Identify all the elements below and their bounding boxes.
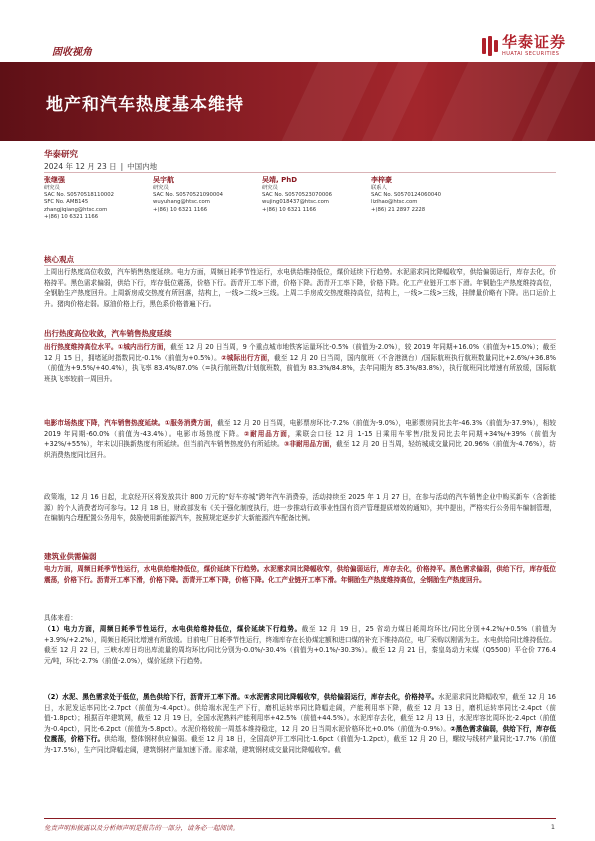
author-name: 张继强: [44, 176, 65, 184]
core-view-text: 上周出行热度高位收敛，汽车销售热度延续。电力方面，周频日耗季节性运行，水电供给维持低位，煤价延续下行趋势。水泥需求同比降幅收窄，供给偏弱运行，库存去化，价格持平。黑色需求偏弱，供给下行，库存低位震荡，价格下行。沥青开工率下滑，价格下降。沥青开工率下降，价格下降。化工产业链开工率下滑。年铜胎生产热度维持高位，全钢胎生产热度回升。上周新房成交热度有所回落，结构上，一线>二线>三线。上周二手房成交热度维持高位，结构上，一线>二线>三线，挂牌量价略有下降。出口运价上升。猪肉价格走弱。原油价格上行，黑色系价格普遍下行。: [44, 268, 556, 308]
author-email[interactable]: wuyuhang@htsc.com: [153, 199, 210, 206]
divider: [44, 172, 556, 173]
travel-paragraph: [44, 342, 556, 384]
logo-name-en: HUATAI SECURITIES: [502, 51, 560, 57]
movie-body-3: 截至 12 月 20 日当周，轻纺城成交量同比 20.96%（前值为-4.76%），纺织消费热度同比回升。: [44, 440, 556, 459]
author-name: 李梓豪: [371, 176, 392, 184]
logo-name-cn: 华泰证券: [502, 33, 567, 51]
page-number: 1: [550, 823, 555, 831]
power-body: 截至 12 月 19 日，25 省动力煤日耗周均环比/同比分别+4.2%/+0.5%（前值为+3.9%/+2.2%），周频日耗同比增速有所放缓。目前电厂日耗季节性运行，终端库存在长协煤定额和进口煤的补充下维持高位，电厂采购以刚需为主。水电供给同比维持低位。截至 12 月 22 日，三峡水库日均出库流量的周均环比/同比分别为-0.0%/-30.4%（前值为+0.1%/-30.3%）。截至 12 月 21 日，秦皇岛动力末煤（Q5500）平仓价 776.4 元/吨，环比-2.7%（前值-2.0%），煤价延续下行趋势。: [44, 625, 556, 665]
movie-body: 截至 12 月 20 日当周，电影票房环比-7.2%（前值为-9.0%），电影票房同比去年-46.3%（前值为-37.9%），相较 2019 年同期-60.0%（前值为-43.4%）。电影市场热度下降。: [44, 419, 556, 438]
author-card: [153, 176, 262, 221]
author-sac: SAC No. S0570124060040: [371, 192, 442, 199]
materials-body: 水泥需求同比降幅收窄，截至 12 月 16 日，水泥发运率同比-2.7pct（前值为-4.4pct）。供给端水泥生产下行，磨机运转率同比降幅走阔，产能利用率下降，截至 12 月 13 日，磨机运转率同比-2.4pct（前值-1.8pct）；根据百年建筑网，截至 12 月 19 日，全国水泥熟料产能利用率+42.5%（前值+44.5%）。水泥库存去化，截至 12 月 13 日，水泥库容比周环比-2.4pct（前值为-0.4pct），同比-6.2pct（前值为-5.8pct）。水泥价格较前一周基本维持稳定，12 月 20 日当周水泥价格环比+0.0%（前值为-0.9%）。: [44, 693, 557, 733]
author-phone: +(86) 10 6321 1166: [44, 213, 99, 220]
travel-lead: 出行热度维持高位水平。①城内出行方面，: [44, 343, 171, 351]
footer-divider: [44, 818, 556, 819]
author-role: 研究员: [44, 185, 60, 191]
author-list: [44, 176, 564, 221]
movie-lead: 电影市场热度下降，汽车销售热度延续。①服务消费方面，: [44, 419, 218, 427]
power-lead: （1）电力方面，周频日耗季节性运行，水电供给维持低位，煤价延续下行趋势。: [44, 625, 302, 633]
report-region: 中国内地: [127, 162, 158, 171]
construction-heading: 建筑业供需偏弱: [44, 552, 97, 561]
author-email[interactable]: zhangjiqiang@htsc.com: [44, 206, 108, 213]
author-email[interactable]: lizihao@htsc.com: [371, 199, 418, 206]
construction-lead: 电力方面，周频日耗季节性运行，水电供给维持低位，煤价延续下行趋势。水泥需求同比降幅收窄，供给偏弱运行，库存去化，价格持平。黑色需求偏弱，供给下行，库存低位震荡，价格下行。沥青开工率下滑，价格下降。沥青开工率下降，价格下降。化工产业链开工率下滑。年铜胎生产热度维持高位，全钢胎生产热度回升。: [44, 565, 556, 584]
travel-body-2: 截至 12 月 20 日当周，国内航班（不含港澳台）/国际航班执行航班数量同比+2.6%/+36.8%（前值为+9.5%/+40.4%），执飞率 83.4%/87.0%（=执行航班数/计划航班数，前值为 83.3%/84.8%，去年同期为 85.3%/83.8%），执行航班同比增速有所放缓，国际航班执飞率较前一周回升。: [44, 353, 556, 383]
title-banner: [0, 62, 595, 141]
policy-paragraph: 政策端，12 月 16 日起，北京经开区将发放共计 800 万元的“好车亦城”跨年汽车消费券，活动持续至 2025 年 1 月 27 日，在参与活动的汽车销售企业中购买新车（含新能源）的个人消费者均可参与。12 月 18 日，财政部发布《关于强化制度执行，进一步推动行政事业性国有资产管理提质增效的通知》，其中提出，严格实行公务用车编制管理，在编制内合理配置公务用车，鼓励使用新能源汽车，按照规定逐步扩大新能源汽车配备比例。: [44, 493, 556, 523]
author-card: [262, 176, 371, 221]
materials-body-2: 供给端，整体钢材供应偏弱。截至 12 月 18 日，全国高炉开工率同比-1.6pct（前值为-1.2pct），截至 12 月 20 日，螺纹与线材产量同比-17.7%（前值为-17.5%），生产同比降幅走阔，建筑钢材产量加速下滑。需求端，建筑钢材成交量同比降幅收窄。截: [44, 735, 556, 754]
author-email[interactable]: wujing018437@htsc.com: [262, 199, 329, 206]
author-role: 联系人: [371, 185, 387, 191]
author-sac: SAC No. S0570521090004: [153, 192, 224, 199]
materials-paragraph: [44, 692, 556, 756]
author-name: 吴靖, PhD: [262, 176, 298, 184]
materials-lead-2: ②黑色需求偏弱，供给下行，库存低位震荡，价格下行。: [44, 724, 556, 744]
movie-paragraph: [44, 418, 556, 460]
movie-lead-2: ②耐用品方面，: [243, 429, 296, 438]
author-phone: +(86) 21 2897 2228: [371, 206, 426, 213]
travel-lead-2: ②城际出行方面，: [220, 353, 275, 362]
author-role: 研究员: [153, 185, 169, 191]
author-phone: +(86) 10 6321 1166: [153, 206, 208, 213]
author-phone: +(86) 10 6321 1166: [262, 206, 317, 213]
author-sac: SAC No. S0570518110002: [44, 192, 115, 199]
detail-label: 具体来看：: [44, 614, 77, 622]
divider: [44, 562, 556, 563]
footer-disclaimer: 免责声明和披露以及分析师声明是报告的一部分，请务必一起阅读。: [44, 824, 239, 832]
power-paragraph: [44, 624, 556, 666]
series-label: 固收视角: [52, 47, 92, 58]
date-line: 2024 年 12 月 23 日 | 中国内地: [44, 162, 158, 171]
logo-mark-icon: [482, 36, 498, 56]
research-source: 华泰研究: [44, 150, 79, 160]
construction-summary: [44, 564, 556, 585]
travel-body: 截至 12 月 20 日当周，9 个重点城市地铁客运量环比-0.5%（前值为-2.0%），较 2019 年同期+16.0%（前值为+15.0%）；截至 12 月 15 日，拥堵延时指数同比-0.1%（前值为+0.5%）。: [44, 343, 556, 362]
author-card: [371, 176, 480, 221]
report-date: 2024 年 12 月 23 日: [44, 162, 117, 171]
core-view-heading: 核心观点: [44, 255, 74, 264]
author-sac: SAC No. S0570523070006: [262, 192, 333, 199]
materials-lead: （2）水泥、黑色需求处于低位，黑色供给下行，沥青开工率下滑。①水泥需求同比降幅收窄，供给偏弱运行，库存去化，价格持平。: [44, 693, 439, 701]
movie-body-2: 乘联会口径 12 月 1-15 日乘用车零售/批发同比去年同期+34%/+39%（前值为+32%/+55%），年末以旧换新热度有所延续。但当前汽车销售热度仍有所延续。: [44, 429, 557, 449]
travel-heading: 出行热度高位收敛，汽车销售热度延续: [44, 329, 172, 338]
author-sfc: SFC No. AMB145: [44, 199, 89, 206]
divider: [44, 265, 556, 266]
movie-lead-3: ③非耐用品方面，: [283, 440, 337, 449]
huatai-logo: [482, 34, 566, 57]
author-card: [44, 176, 153, 221]
report-title: 地产和汽车热度基本维持: [46, 95, 244, 115]
divider: [44, 339, 556, 340]
author-name: 吴宇航: [153, 176, 174, 184]
author-role: 研究员: [262, 185, 278, 191]
